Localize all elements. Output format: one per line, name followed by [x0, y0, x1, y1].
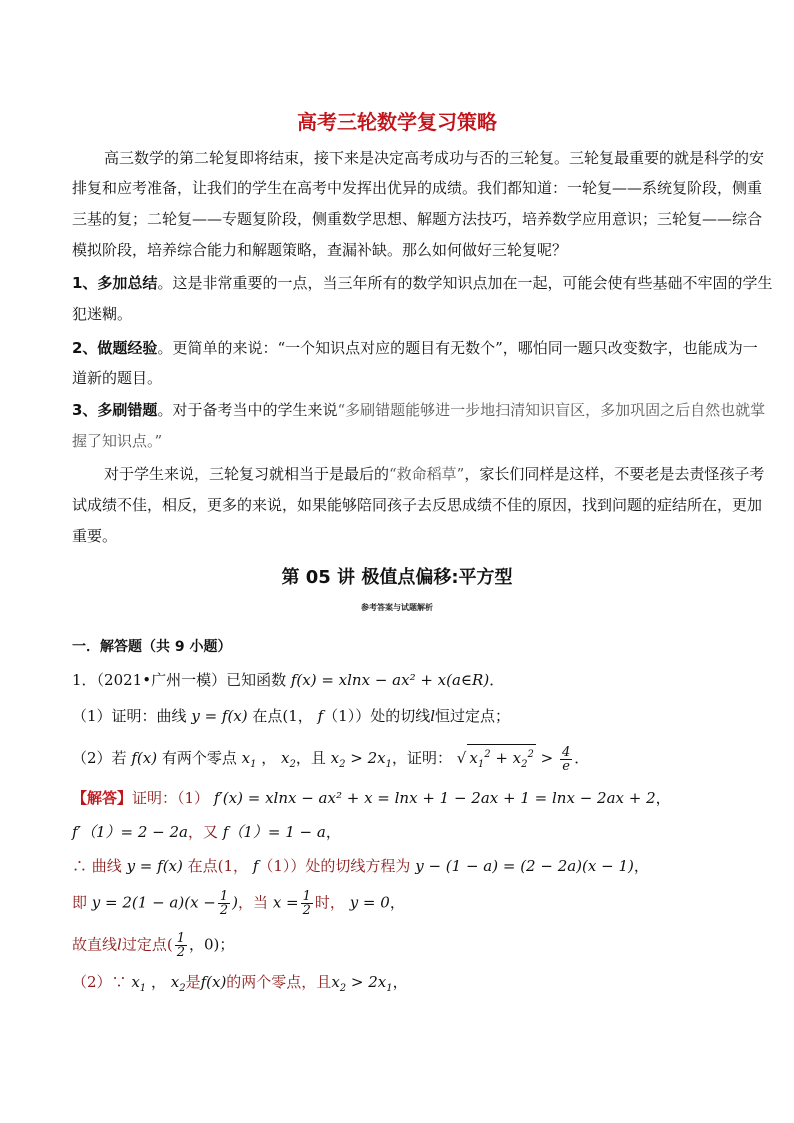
solution-intro: 证明：（1）	[132, 789, 210, 807]
f-symbol: f	[252, 857, 259, 875]
closing-quote: “救命稻草”	[389, 465, 465, 483]
part1-end: 恒过定点；	[435, 707, 511, 725]
tip-2-text: 。更简单的来说：“一个知识点对应的题目有无数个”，哪怕同一题只改变数字，也能成为一	[157, 339, 758, 357]
two-zeros-text: 的两个零点，且	[226, 973, 332, 991]
half3-den: 2	[176, 945, 185, 960]
closing-text-c: ，家长们同样是这样，不要老是去责怪孩子考	[464, 465, 765, 483]
solution-line-2: f′（1）= 2 − 2a，又 f（1）= 1 − a，	[72, 823, 341, 841]
therefore-curve: ∴ 曲线	[72, 857, 122, 875]
closing-line-1	[104, 464, 765, 484]
at-point: 在点(1，	[187, 857, 249, 875]
answer-subtitle: 参考答案与试题解析	[361, 603, 433, 612]
tip-2-line-2: 道新的题目。	[72, 369, 163, 387]
half-den: 2	[219, 903, 229, 918]
half-num: 1	[219, 889, 229, 904]
closing-text-a: 对于学生来说，三轮复习就相当于是最后的	[104, 465, 390, 483]
part1-curve: y = f(x)	[191, 707, 248, 725]
tip-2-label: 2、做题经验	[72, 339, 158, 357]
closing-line-3: 重要。	[72, 527, 118, 545]
half2-den: 2	[302, 903, 311, 918]
solution-line-6: （2）∵ $x_1$ ， $x_2$是f(x)的两个零点，且$x_2 > 2x_1$，	[72, 973, 408, 994]
x-eq: x =	[272, 893, 299, 912]
when-text: ，当	[238, 893, 269, 912]
fraction-half-2	[301, 890, 313, 917]
tip-3-text: 。对于备考当中的学生来说	[157, 401, 338, 419]
fraction-4-over-e	[560, 746, 572, 773]
f-at-1: f（1）= 1 − a	[222, 823, 326, 841]
time-text: 时，	[314, 893, 345, 912]
tip-1-label: 1、多加总结	[72, 274, 158, 292]
intro-line-3: 三基的复；二轮复——专题复阶段，侧重数学思想、解题方法技巧，培养数学应用意识；三轮复——综合	[72, 210, 763, 228]
hence-line: 故直线	[72, 935, 118, 954]
page-title: 高考三轮数学复习策略	[297, 110, 497, 134]
solution-line-4: 即 y = 2(1 − a)(x − $\frac{1}{2}$ )，当 x = $\frac{1}{2}$ 时， y = 0，	[72, 889, 405, 918]
tip-3-line-1	[72, 400, 766, 420]
part1-f: f	[317, 707, 324, 725]
frac-num: 4	[562, 744, 571, 760]
tip-3-line-2: 握了知识点。”	[72, 432, 163, 450]
part1-text: （1）证明：曲线	[72, 707, 187, 725]
frac-den: e	[562, 758, 570, 774]
tip-2-line-1	[72, 338, 758, 358]
fraction-half-3	[175, 932, 187, 959]
i-e: 即	[72, 893, 88, 912]
are-text: 是	[185, 973, 201, 991]
line-form: y = 2(1 − a)(x −	[91, 893, 216, 912]
intro-line-2: 排复和应考准备，让我们的学生在高考中发挥出优异的成绩。我们都知道：一轮复——系统复阶段，侧重	[72, 179, 763, 197]
tip-1-line-1	[72, 273, 773, 293]
part2-zeros: 有两个零点	[161, 749, 237, 767]
section-header: 一．解答题（共 9 小题）	[72, 639, 232, 655]
derivative-eq: f′(x) = xlnx − ax² + x = lnx + 1 − 2ax + 1 = lnx − 2ax + 2	[213, 789, 656, 807]
fraction-half	[218, 890, 230, 917]
half3-num: 1	[176, 931, 185, 946]
point-end: ，0)；	[188, 935, 235, 954]
line-l: l	[117, 935, 122, 954]
tip-3-label: 3、多刷错题	[72, 401, 158, 419]
problem-1-part-1	[72, 706, 724, 726]
part1-point: 在点(1，	[252, 707, 313, 725]
part1-tangent: （1））处的切线	[323, 707, 431, 725]
problem-source: 1．（2021•广州一模）已知函数	[72, 671, 287, 689]
derivative-at-1: f′（1）= 2 − 2a	[72, 823, 188, 841]
problem-function: f(x) = xlnx − ax² + x(a∈R)	[290, 671, 490, 689]
closing-line-2: 试成绩不佳，相反，更多的来说，如果能够陪同孩子去反思成绩不佳的原因，找到问题的症结所在，更加	[72, 496, 763, 514]
half2-num: 1	[302, 889, 311, 904]
part2-and: ，且	[295, 749, 326, 767]
part2-fx: f(x)	[131, 749, 158, 767]
problem-1-part-2: （2）若 f(x) 有两个零点 $x_1$ ， $x_2$，且 $x_2 > 2x_1$，证明： √ $x_1^2 + x_2^2$ > $\frac{4}{e}$ ．	[72, 744, 590, 774]
tangent-eq: y − (1 − a) = (2 − 2a)(x − 1)	[415, 857, 634, 875]
part2-text: （2）若	[72, 749, 127, 767]
intro-line-1: 高三数学的第二轮复即将结束，接下来是决定高考成功与否的三轮复。三轮复最重要的就是科学的安	[104, 149, 765, 167]
tip-3-quote: “多刷错题能够进一步地扫清知识盲区，多加巩固之后自然也就掌	[337, 401, 766, 419]
part2-because: （2）∵	[72, 973, 127, 991]
y-eq-zero: y = 0	[349, 893, 390, 912]
part1-l: l	[430, 707, 436, 725]
solution-tag: 【解答】	[72, 789, 133, 807]
fx-symbol: f(x)	[200, 973, 227, 991]
intro-line-4: 模拟阶段，培养综合能力和解题策略，查漏补缺。那么如何做好三轮复呢？	[72, 241, 568, 259]
solution-line-3: ∴ 曲线 y = f(x) 在点(1， f（1））处的切线方程为 y − (1 − a) = (2 − 2a)(x − 1)，	[72, 857, 649, 875]
passes-point: 过定点(	[121, 935, 173, 954]
part2-prove: ，证明：	[391, 749, 452, 767]
tip-1-text: 。这是非常重要的一点，当三年所有的数学知识点加在一起，可能会使有些基础不牢固的学生	[157, 274, 773, 292]
tip-1-line-2: 犯迷糊。	[72, 305, 133, 323]
tangent-eq-text: （1））处的切线方程为	[258, 857, 411, 875]
solution-line-5	[72, 932, 724, 959]
again-text: ，又	[187, 823, 218, 841]
solution-line-1: 【解答】证明：（1） f′(x) = xlnx − ax² + x = lnx + 1 − 2ax + 1 = lnx − 2ax + 2，	[72, 789, 671, 807]
curve-eq: y = f(x)	[126, 857, 183, 875]
lecture-title: 第 05 讲 极值点偏移:平方型	[281, 567, 513, 588]
problem-1-stem: 1．（2021•广州一模）已知函数 f(x) = xlnx − ax² + x(a∈R)．	[72, 671, 505, 689]
